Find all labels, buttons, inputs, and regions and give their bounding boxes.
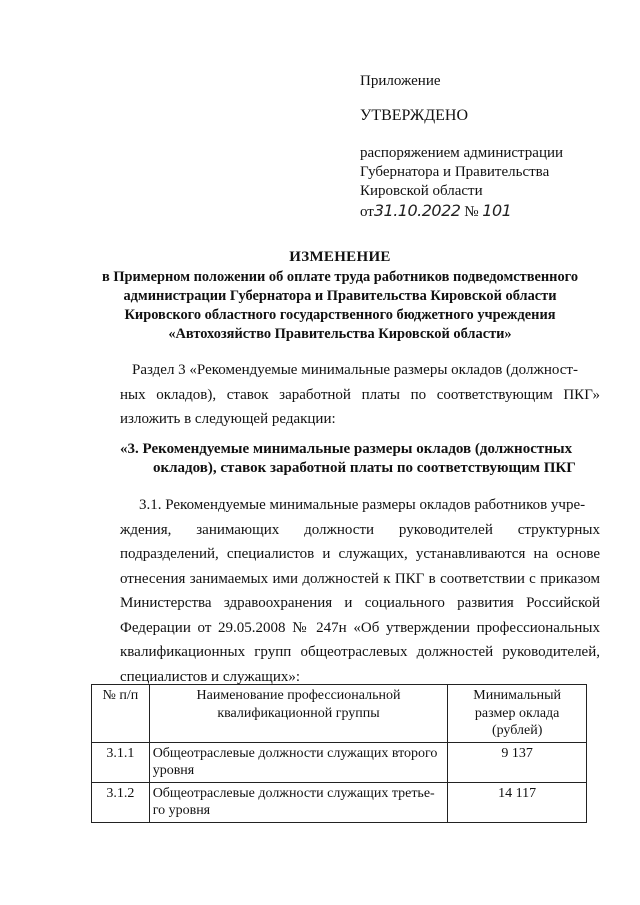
- header-name: Наименование профессиональной квалификационной группы: [149, 685, 448, 743]
- approval-line-3: Кировской области: [360, 183, 483, 199]
- row-num: 3.1.2: [92, 782, 150, 822]
- heading-title: ИЗМЕНЕНИЕ: [289, 249, 391, 265]
- salary-table: [91, 684, 587, 823]
- section-heading-line-1: «3. Рекомендуемые минимальные размеры окладов (должностных: [120, 441, 573, 457]
- number-prefix: №: [464, 204, 479, 220]
- handwritten-date: 31.10.2022: [373, 201, 461, 220]
- date-prefix: от: [360, 204, 374, 220]
- row-num: 3.1.1: [92, 742, 150, 782]
- paragraph-2-rest: ждения, занимающих должности руководителей структурных подразделений, специалистов и служащих, устанавливаются на основе отнесения занимаемых ими должностей к ПКГ в соответствии с приказом Министерства здравоохранения и социального развития Российской Федерации от 29.05.2008 № 247н «Об утверждении профессиональных квалификационных групп общеотраслевых должностей руководителей, специалистов и служащих»:: [120, 521, 600, 685]
- paragraph-1: [120, 358, 600, 432]
- heading-line-1: в Примерном положении об оплате труда работников подведомственного: [101, 269, 579, 285]
- paragraph-2-first-line: 3.1. Рекомендуемые минимальные размеры окладов работников учре-: [139, 497, 586, 513]
- row-value: 9 137: [448, 742, 587, 782]
- heading-line-3: Кировского областного государственного бюджетного учреждения: [124, 307, 556, 323]
- section-heading-line-2: окладов), ставок заработной платы по соответствующим ПКГ: [153, 460, 576, 476]
- header-num: № п/п: [92, 685, 150, 743]
- approved-label: УТВЕРЖДЕНО: [360, 107, 469, 124]
- row-value: 14 117: [448, 782, 587, 822]
- handwritten-number: 101: [482, 201, 512, 220]
- table-row: [92, 742, 587, 782]
- section-heading: [120, 440, 606, 478]
- row-name: Общеотраслевые должности служащих второго уровня: [149, 742, 448, 782]
- approval-block: [360, 72, 620, 222]
- header-value: Минимальный размер оклада (рублей): [448, 685, 587, 743]
- document-heading: [70, 248, 610, 344]
- heading-line-2: администрации Губернатора и Правительства Кировской области: [123, 288, 557, 304]
- table-row: [92, 782, 587, 822]
- approval-line-1: распоряжением администрации: [360, 145, 564, 161]
- table-header-row: [92, 685, 587, 743]
- paragraph-2: [120, 493, 600, 689]
- appendix-label: Приложение: [360, 73, 441, 89]
- paragraph-1-first-line: Раздел 3 «Рекомендуемые минимальные размеры окладов (должност-: [132, 362, 578, 378]
- paragraph-1-rest: ных окладов), ставок заработной платы по соответствующим ПКГ» изложить в следующей редакции:: [120, 386, 600, 427]
- heading-line-4: «Автохозяйство Правительства Кировской области»: [168, 326, 512, 342]
- approval-date-line: [360, 201, 620, 222]
- approval-line-2: Губернатора и Правительства: [360, 164, 550, 180]
- row-name: Общеотраслевые должности служащих третье-го уровня: [149, 782, 448, 822]
